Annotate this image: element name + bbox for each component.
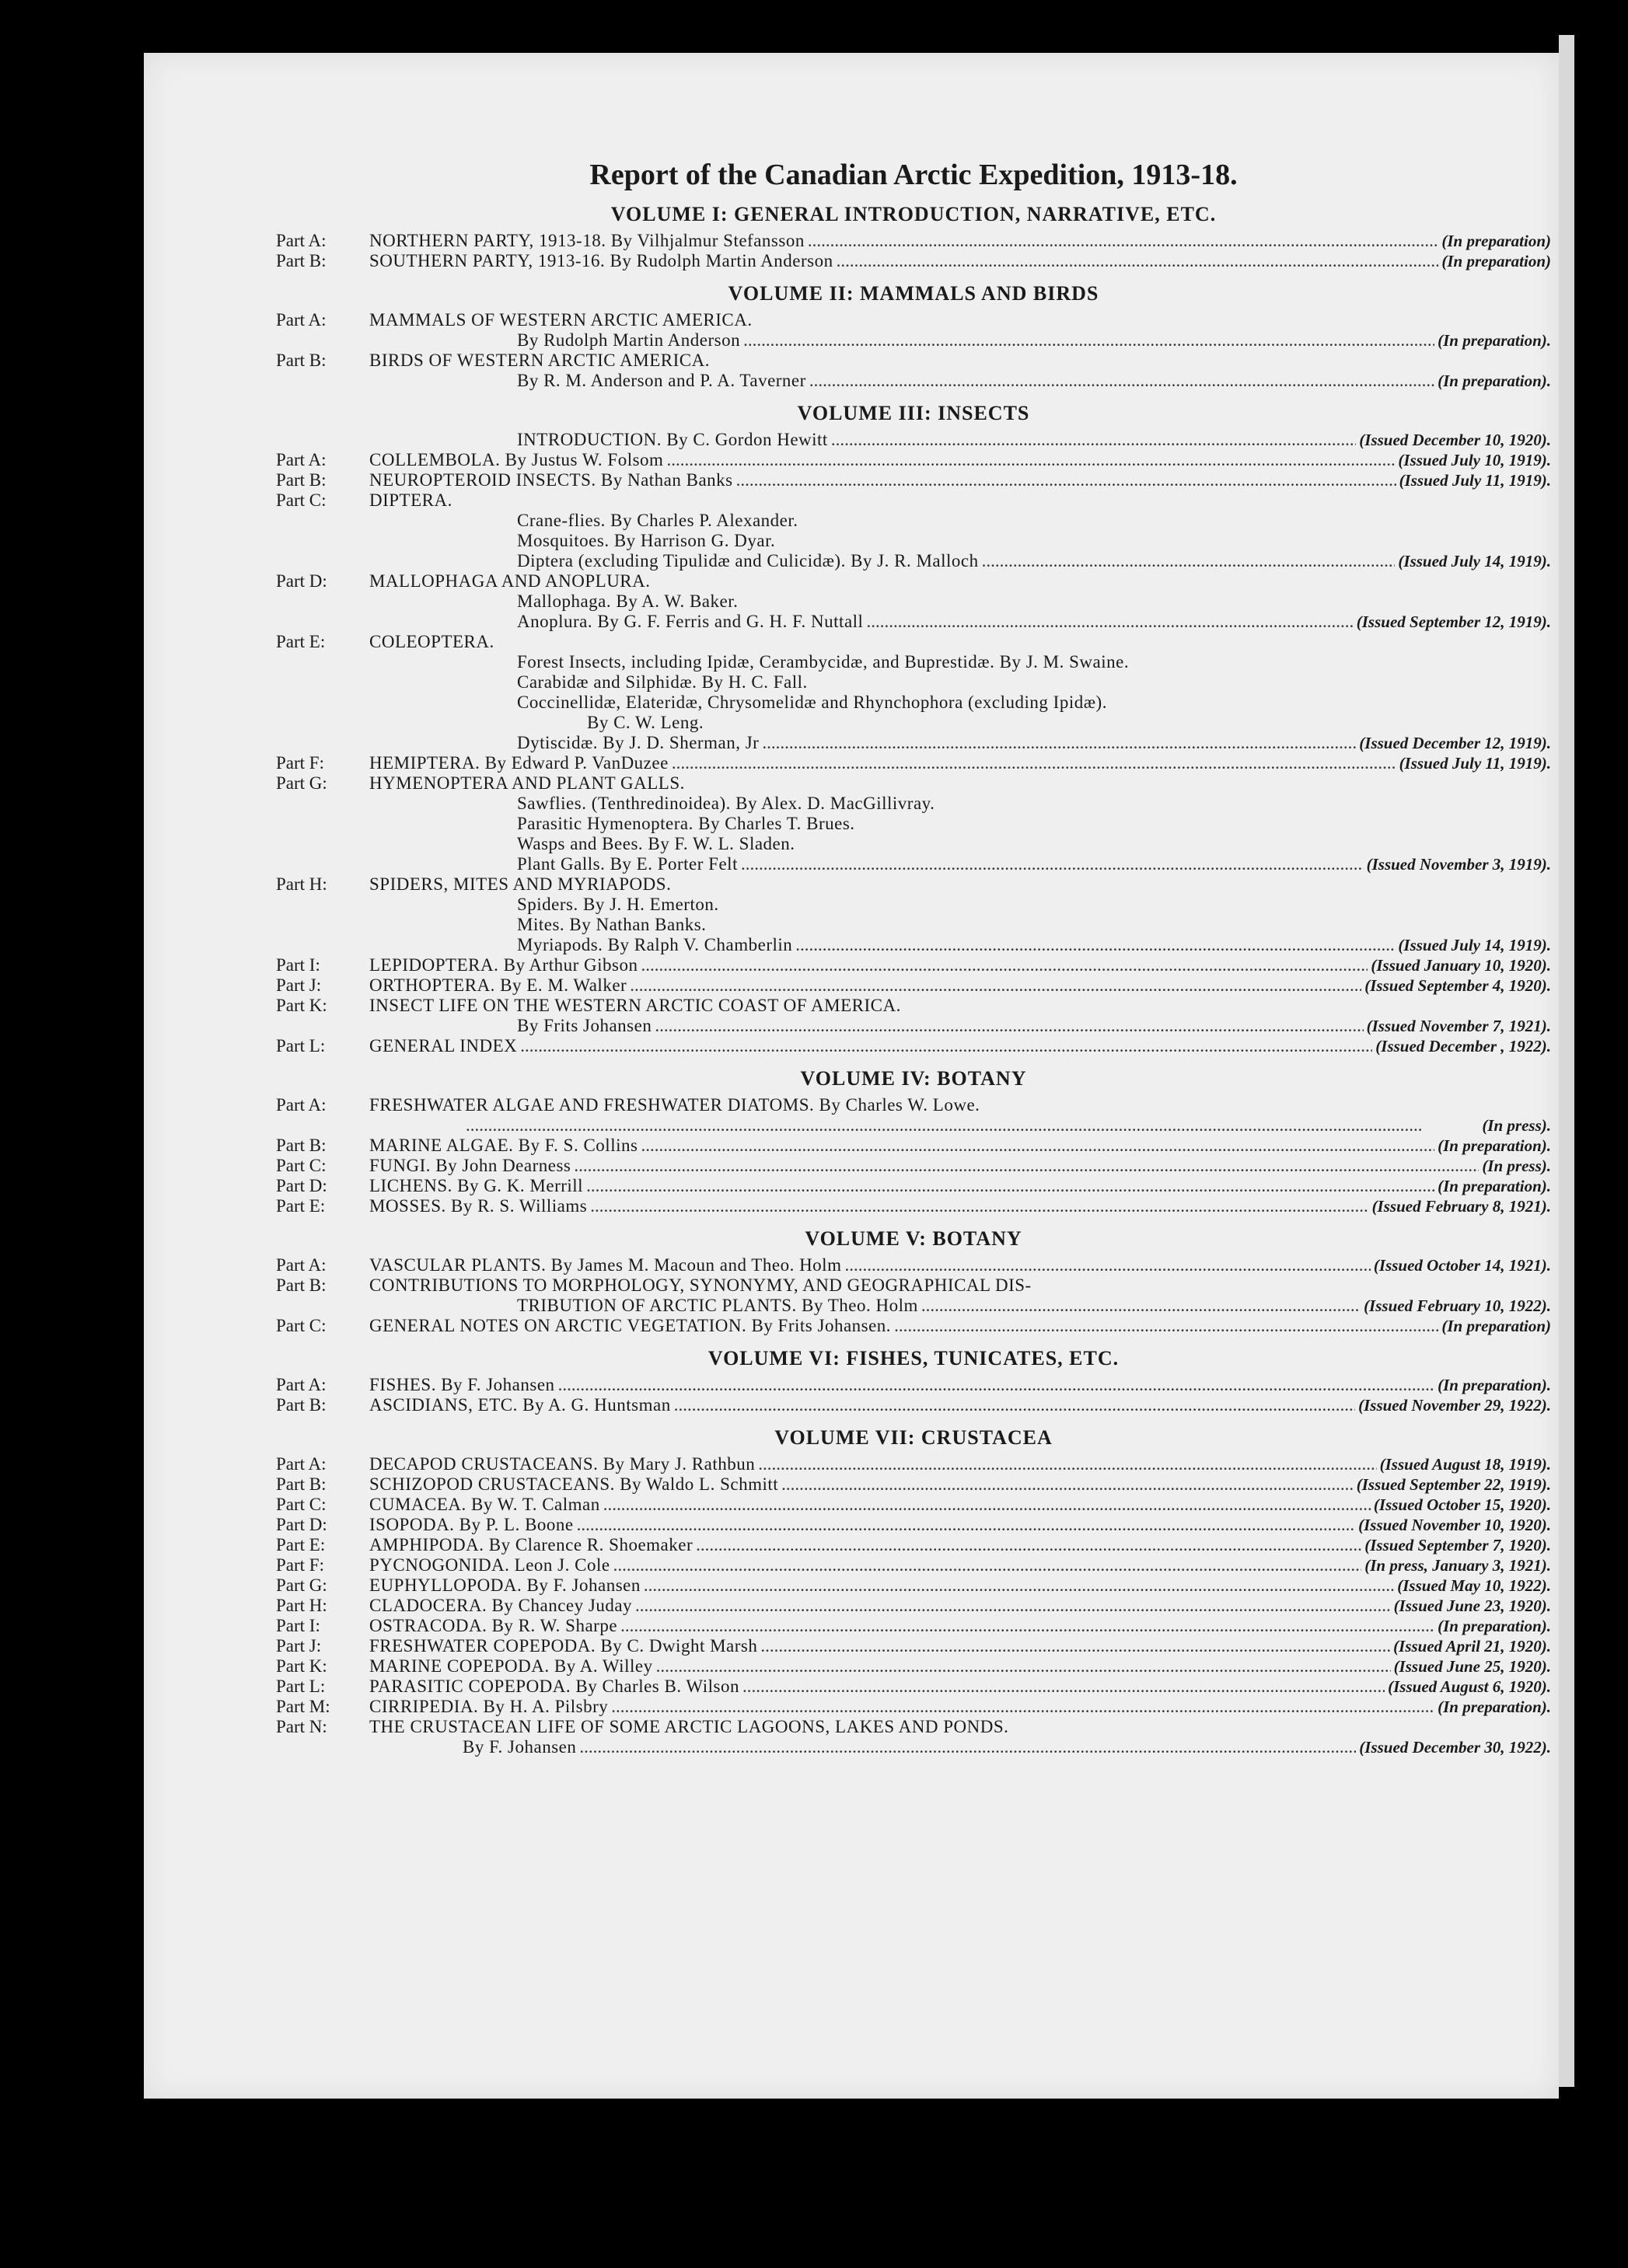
dot-leader xyxy=(577,1515,1355,1535)
part-label: Part D: xyxy=(276,571,327,591)
entry-text: CONTRIBUTIONS TO MORPHOLOGY, SYNONYMY, AND GEOGRAPHICAL DIS- xyxy=(369,1275,1032,1295)
part-label: Part J: xyxy=(276,1636,322,1656)
entry-text: MARINE ALGAE. By F. S. Collins xyxy=(369,1136,638,1155)
volume-section xyxy=(276,1227,1551,1336)
entry-text: PYCNOGONIDA. Leon J. Cole xyxy=(369,1555,610,1575)
entry-row xyxy=(276,632,1551,652)
entry-text: OSTRACODA. By R. W. Sharpe xyxy=(369,1616,618,1635)
volume-title: VOLUME V: BOTANY xyxy=(805,1227,1022,1250)
part-label: Part D: xyxy=(276,1515,327,1534)
status-text: (Issued July 11, 1919). xyxy=(1399,754,1551,773)
entry-text: By C. W. Leng. xyxy=(587,713,704,732)
entry-row xyxy=(276,450,1551,470)
dot-leader xyxy=(644,1575,1394,1596)
dot-leader xyxy=(558,1375,1435,1395)
status-text: (Issued September 4, 1920). xyxy=(1364,976,1551,995)
status-text: (Issued August 18, 1919). xyxy=(1379,1455,1551,1474)
entry-row xyxy=(276,1596,1551,1616)
entry-row xyxy=(276,1395,1551,1415)
entry-text: Carabidæ and Silphidæ. By H. C. Fall. xyxy=(517,672,808,692)
entry-text: FUNGI. By John Dearness xyxy=(369,1156,571,1175)
part-label: Part A: xyxy=(276,1255,327,1275)
part-label: Part F: xyxy=(276,753,324,773)
entry-text: FISHES. By F. Johansen xyxy=(369,1375,555,1394)
status-text: (Issued November 3, 1919). xyxy=(1366,855,1551,874)
entry-row xyxy=(276,490,1551,511)
part-label: Part B: xyxy=(276,1275,327,1295)
entry-row xyxy=(276,1677,1551,1697)
entry-text: Crane-flies. By Charles P. Alexander. xyxy=(517,511,798,530)
entry-text: Forest Insects, including Ipidæ, Cerambycidæ, and Buprestidæ. By J. M. Swaine. xyxy=(517,652,1130,672)
entry-row xyxy=(276,351,1551,371)
entry-row xyxy=(276,1575,1551,1596)
part-label: Part A: xyxy=(276,1375,327,1394)
dot-leader xyxy=(758,1454,1376,1474)
document-page xyxy=(144,53,1559,2099)
dot-leader xyxy=(574,1156,1479,1176)
entry-row xyxy=(276,1016,1551,1036)
status-text: (In press). xyxy=(1482,1157,1551,1175)
entry-row xyxy=(276,231,1551,251)
entry-row xyxy=(276,1555,1551,1575)
entry-row xyxy=(276,1156,1551,1176)
entry-text: Parasitic Hymenoptera. By Charles T. Brues. xyxy=(517,814,855,833)
entry-text: BIRDS OF WESTERN ARCTIC AMERICA. xyxy=(369,351,710,370)
entry-text: Sawflies. (Tenthredinoidea). By Alex. D. MacGillivray. xyxy=(517,794,935,813)
dot-leader xyxy=(741,854,1364,874)
dot-leader xyxy=(603,1495,1371,1515)
entry-text: INSECT LIFE ON THE WESTERN ARCTIC COAST OF AMERICA. xyxy=(369,996,901,1015)
entry-text: SOUTHERN PARTY, 1913-16. By Rudolph Martin Anderson xyxy=(369,251,833,270)
dot-leader xyxy=(635,1596,1391,1616)
part-label: Part B: xyxy=(276,1474,327,1494)
status-text: (Issued November 7, 1921). xyxy=(1366,1017,1551,1035)
entry-text: ORTHOPTERA. By E. M. Walker xyxy=(369,975,627,995)
dot-leader xyxy=(762,733,1356,753)
dot-leader xyxy=(611,1697,1434,1717)
entry-text: GENERAL INDEX xyxy=(369,1036,518,1055)
entry-row xyxy=(276,612,1551,632)
status-text: (Issued November 29, 1922). xyxy=(1358,1396,1551,1415)
part-label: Part A: xyxy=(276,231,327,250)
entry-text: NORTHERN PARTY, 1913-18. By Vilhjalmur Stefansson xyxy=(369,231,805,250)
page-edge xyxy=(1559,35,1574,2087)
part-label: Part D: xyxy=(276,1176,327,1195)
entry-text: MARINE COPEPODA. By A. Willey xyxy=(369,1656,653,1676)
part-label: Part N: xyxy=(276,1717,327,1736)
entry-text: DECAPOD CRUSTACEANS. By Mary J. Rathbun xyxy=(369,1454,756,1474)
dot-leader xyxy=(831,430,1356,450)
dot-leader xyxy=(579,1737,1356,1757)
status-text: (In preparation). xyxy=(1438,372,1551,390)
part-label: Part G: xyxy=(276,1575,327,1595)
entry-row xyxy=(276,996,1551,1016)
part-label: Part B: xyxy=(276,351,327,370)
entry-row xyxy=(276,1495,1551,1515)
entry-row xyxy=(276,531,1551,551)
volume-section xyxy=(276,1347,1551,1415)
status-text: (Issued December 10, 1920). xyxy=(1359,431,1551,449)
entry-row xyxy=(276,915,1551,935)
page-title: Report of the Canadian Arctic Expedition, 1913-18. xyxy=(589,159,1238,191)
part-label: Part C: xyxy=(276,490,327,510)
entry-row xyxy=(276,693,1551,713)
status-text: (In preparation). xyxy=(1438,1698,1551,1716)
entry-text: ASCIDIANS, ETC. By A. G. Huntsman xyxy=(369,1395,671,1415)
status-text: (Issued July 10, 1919). xyxy=(1398,451,1551,469)
entry-row xyxy=(276,1454,1551,1474)
part-label: Part B: xyxy=(276,251,327,270)
entry-row xyxy=(276,591,1551,612)
dot-leader xyxy=(666,450,1395,470)
report-content xyxy=(276,158,1551,1757)
volume-section xyxy=(276,282,1551,391)
dot-leader xyxy=(742,1677,1385,1697)
part-label: Part A: xyxy=(276,1454,327,1474)
dot-leader xyxy=(655,1016,1363,1036)
entry-text: GENERAL NOTES ON ARCTIC VEGETATION. By Frits Johansen. xyxy=(369,1316,892,1335)
entry-row xyxy=(276,371,1551,391)
status-text: (In press). xyxy=(1482,1116,1551,1135)
entry-text: MOSSES. By R. S. Williams xyxy=(369,1196,588,1216)
part-label: Part C: xyxy=(276,1316,327,1335)
entry-row xyxy=(276,794,1551,814)
entry-text: By F. Johansen xyxy=(463,1737,577,1757)
entry-row xyxy=(276,834,1551,854)
entry-text: SPIDERS, MITES AND MYRIAPODS. xyxy=(369,874,672,894)
status-text: (Issued April 21, 1920). xyxy=(1393,1637,1551,1656)
entry-text: HYMENOPTERA AND PLANT GALLS. xyxy=(369,773,685,793)
part-label: Part I: xyxy=(276,955,320,975)
dot-leader xyxy=(674,1395,1355,1415)
entry-row xyxy=(276,672,1551,693)
dot-leader xyxy=(982,551,1396,571)
volume-title: VOLUME IV: BOTANY xyxy=(800,1067,1027,1090)
entry-row xyxy=(276,551,1551,571)
entry-row xyxy=(276,1115,1551,1136)
volume-section xyxy=(276,402,1551,1056)
entry-row xyxy=(276,1176,1551,1196)
dot-leader xyxy=(613,1555,1362,1575)
entry-text: By R. M. Anderson and P. A. Taverner xyxy=(517,371,806,390)
entry-text: COLLEMBOLA. By Justus W. Folsom xyxy=(369,450,664,469)
dot-leader xyxy=(795,935,1395,955)
entry-text: By Rudolph Martin Anderson xyxy=(517,330,741,350)
entry-text: CLADOCERA. By Chancey Juday xyxy=(369,1596,633,1615)
dot-leader xyxy=(781,1474,1354,1495)
part-label: Part I: xyxy=(276,1616,320,1635)
entry-text: THE CRUSTACEAN LIFE OF SOME ARCTIC LAGOONS, LAKES AND PONDS. xyxy=(369,1717,1009,1736)
part-label: Part A: xyxy=(276,1095,327,1115)
status-text: (Issued January 10, 1920). xyxy=(1371,956,1551,975)
dot-leader xyxy=(808,231,1439,251)
entry-text: FRESHWATER COPEPODA. By C. Dwight Marsh xyxy=(369,1636,758,1656)
dot-leader xyxy=(520,1036,1372,1056)
entry-row xyxy=(276,773,1551,794)
entry-text: Mallophaga. By A. W. Baker. xyxy=(517,591,739,611)
status-text: (Issued June 23, 1920). xyxy=(1393,1596,1551,1615)
entry-row xyxy=(276,975,1551,996)
entry-text: DIPTERA. xyxy=(369,490,452,510)
part-label: Part C: xyxy=(276,1156,327,1175)
dot-leader xyxy=(672,753,1396,773)
entry-row xyxy=(276,1275,1551,1296)
part-label: Part B: xyxy=(276,470,327,490)
status-text: (Issued July 11, 1919). xyxy=(1399,471,1551,490)
entry-text: LICHENS. By G. K. Merrill xyxy=(369,1176,584,1195)
entry-row xyxy=(276,733,1551,753)
entry-text: Anoplura. By G. F. Ferris and G. H. F. Nuttall xyxy=(517,612,864,631)
status-text: (Issued October 15, 1920). xyxy=(1373,1495,1551,1514)
status-text: (Issued February 8, 1921). xyxy=(1371,1197,1551,1216)
entry-text: MALLOPHAGA AND ANOPLURA. xyxy=(369,571,651,591)
part-label: Part E: xyxy=(276,632,326,651)
part-label: Part B: xyxy=(276,1136,327,1155)
volume-section xyxy=(276,1426,1551,1757)
entry-text: Coccinellidæ, Elateridæ, Chrysomelidæ and Rhynchophora (excluding Ipidæ). xyxy=(517,693,1107,712)
part-label: Part E: xyxy=(276,1535,326,1554)
status-text: (Issued July 14, 1919). xyxy=(1398,936,1551,954)
entry-row xyxy=(276,935,1551,955)
entry-text: Diptera (excluding Tipulidæ and Culicidæ). By J. R. Malloch xyxy=(517,551,979,570)
part-label: Part B: xyxy=(276,1395,327,1415)
part-label: Part E: xyxy=(276,1196,326,1216)
status-text: (Issued September 12, 1919). xyxy=(1356,612,1551,631)
status-text: (Issued December , 1922). xyxy=(1375,1037,1551,1055)
entry-text: Myriapods. By Ralph V. Chamberlin xyxy=(517,935,793,954)
dot-leader xyxy=(844,1255,1370,1275)
status-text: (In press, January 3, 1921). xyxy=(1364,1556,1551,1575)
entry-text: NEUROPTEROID INSECTS. By Nathan Banks xyxy=(369,470,733,490)
entry-row xyxy=(276,1616,1551,1636)
entry-row xyxy=(276,1316,1551,1336)
part-label: Part F: xyxy=(276,1555,324,1575)
entry-row xyxy=(276,713,1551,733)
volume-title: VOLUME VI: FISHES, TUNICATES, ETC. xyxy=(707,1347,1120,1370)
volume-list xyxy=(276,203,1551,1757)
entry-row xyxy=(276,1474,1551,1495)
entry-row xyxy=(276,1136,1551,1156)
part-label: Part L: xyxy=(276,1677,326,1696)
entry-text: Spiders. By J. H. Emerton. xyxy=(517,895,719,914)
entry-row xyxy=(276,1036,1551,1056)
entry-text: INTRODUCTION. By C. Gordon Hewitt xyxy=(517,430,828,449)
entry-row xyxy=(276,330,1551,351)
status-text: (Issued December 12, 1919). xyxy=(1359,734,1551,752)
volume-title: VOLUME III: INSECTS xyxy=(797,402,1030,424)
entry-text: PARASITIC COPEPODA. By Charles B. Wilson xyxy=(369,1677,739,1696)
entry-text: LEPIDOPTERA. By Arthur Gibson xyxy=(369,955,638,975)
part-label: Part H: xyxy=(276,874,327,894)
status-text: (Issued September 22, 1919). xyxy=(1356,1475,1551,1494)
entry-row xyxy=(276,1515,1551,1535)
dot-leader xyxy=(736,470,1396,490)
entry-row xyxy=(276,430,1551,450)
entry-row xyxy=(276,1737,1551,1757)
entry-text: HEMIPTERA. By Edward P. VanDuzee xyxy=(369,753,669,773)
status-text: (Issued November 10, 1920). xyxy=(1358,1516,1551,1534)
entry-text: Dytiscidæ. By J. D. Sherman, Jr xyxy=(517,733,760,752)
status-text: (Issued July 14, 1919). xyxy=(1398,552,1551,570)
entry-text: VASCULAR PLANTS. By James M. Macoun and Theo. Holm xyxy=(369,1255,842,1275)
dot-leader xyxy=(921,1296,1361,1316)
part-label: Part M: xyxy=(276,1697,330,1716)
status-text: (Issued September 7, 1920). xyxy=(1364,1536,1551,1554)
status-text: (In preparation) xyxy=(1441,252,1551,270)
entry-text: Mites. By Nathan Banks. xyxy=(517,915,707,934)
entry-row xyxy=(276,1196,1551,1216)
entry-text: MAMMALS OF WESTERN ARCTIC AMERICA. xyxy=(369,310,753,330)
dot-leader xyxy=(630,975,1361,996)
status-text: (Issued February 10, 1922). xyxy=(1364,1296,1551,1315)
part-label: Part L: xyxy=(276,1036,326,1055)
status-text: (Issued August 6, 1920). xyxy=(1388,1677,1551,1696)
entry-row xyxy=(276,310,1551,330)
dot-leader xyxy=(620,1616,1434,1636)
entry-row xyxy=(276,652,1551,672)
entry-row xyxy=(276,1656,1551,1677)
entry-row xyxy=(276,874,1551,895)
status-text: (Issued June 25, 1920). xyxy=(1393,1657,1551,1676)
part-label: Part J: xyxy=(276,975,322,995)
entry-text: TRIBUTION OF ARCTIC PLANTS. By Theo. Holm xyxy=(517,1296,918,1315)
entry-row xyxy=(276,571,1551,591)
part-label: Part C: xyxy=(276,1495,327,1514)
dot-leader xyxy=(656,1656,1391,1677)
entry-text: AMPHIPODA. By Clarence R. Shoemaker xyxy=(369,1535,693,1554)
dot-leader xyxy=(641,955,1368,975)
dot-leader xyxy=(696,1535,1361,1555)
part-label: Part A: xyxy=(276,310,327,330)
entry-row xyxy=(276,955,1551,975)
entry-row xyxy=(276,1535,1551,1555)
dot-leader xyxy=(743,330,1434,351)
entry-row xyxy=(276,1095,1551,1115)
status-text: (In preparation). xyxy=(1438,1617,1551,1635)
dot-leader xyxy=(894,1316,1438,1336)
entry-text: SCHIZOPOD CRUSTACEANS. By Waldo L. Schmitt xyxy=(369,1474,779,1494)
status-text: (In preparation). xyxy=(1438,1177,1551,1195)
entry-text: Mosquitoes. By Harrison G. Dyar. xyxy=(517,531,776,550)
dot-leader xyxy=(586,1176,1434,1196)
status-text: (In preparation) xyxy=(1441,232,1551,250)
entry-row xyxy=(276,895,1551,915)
dot-leader xyxy=(466,1115,1479,1136)
entry-text: FRESHWATER ALGAE AND FRESHWATER DIATOMS. By Charles W. Lowe. xyxy=(369,1095,980,1115)
volume-section xyxy=(276,203,1551,271)
status-text: (In preparation). xyxy=(1438,1376,1551,1394)
dot-leader xyxy=(590,1196,1368,1216)
entry-row xyxy=(276,1296,1551,1316)
status-text: (In preparation). xyxy=(1438,331,1551,350)
entry-row xyxy=(276,1255,1551,1275)
entry-row xyxy=(276,1375,1551,1395)
entry-row xyxy=(276,854,1551,874)
entry-text: ISOPODA. By P. L. Boone xyxy=(369,1515,574,1534)
entry-text: COLEOPTERA. xyxy=(369,632,494,651)
entry-row xyxy=(276,1697,1551,1717)
status-text: (In preparation) xyxy=(1441,1317,1551,1335)
entry-row xyxy=(276,814,1551,834)
part-label: Part K: xyxy=(276,996,327,1015)
entry-text: CIRRIPEDIA. By H. A. Pilsbry xyxy=(369,1697,609,1716)
dot-leader xyxy=(809,371,1434,391)
part-label: Part A: xyxy=(276,450,327,469)
entry-row xyxy=(276,1717,1551,1737)
part-label: Part G: xyxy=(276,773,327,793)
dot-leader xyxy=(760,1636,1390,1656)
entry-text: By Frits Johansen xyxy=(517,1016,652,1035)
volume-title: VOLUME II: MAMMALS AND BIRDS xyxy=(728,282,1099,305)
entry-row xyxy=(276,251,1551,271)
entry-text: EUPHYLLOPODA. By F. Johansen xyxy=(369,1575,641,1595)
status-text: (Issued December 30, 1922). xyxy=(1359,1738,1551,1757)
part-label: Part H: xyxy=(276,1596,327,1615)
entry-text: Plant Galls. By E. Porter Felt xyxy=(517,854,738,874)
volume-title: VOLUME I: GENERAL INTRODUCTION, NARRATIVE, ETC. xyxy=(610,203,1217,225)
dot-leader xyxy=(641,1136,1434,1156)
volume-section xyxy=(276,1067,1551,1216)
entry-text: Wasps and Bees. By F. W. L. Sladen. xyxy=(517,834,795,853)
status-text: (Issued October 14, 1921). xyxy=(1373,1256,1551,1275)
dot-leader xyxy=(866,612,1353,632)
part-label: Part K: xyxy=(276,1656,327,1676)
dot-leader xyxy=(837,251,1439,271)
entry-row xyxy=(276,753,1551,773)
volume-title: VOLUME VII: CRUSTACEA xyxy=(774,1426,1053,1449)
entry-row xyxy=(276,470,1551,490)
status-text: (Issued May 10, 1922). xyxy=(1397,1576,1551,1595)
status-text: (In preparation). xyxy=(1438,1136,1551,1155)
entry-row xyxy=(276,1636,1551,1656)
entry-row xyxy=(276,511,1551,531)
entry-text: CUMACEA. By W. T. Calman xyxy=(369,1495,600,1514)
